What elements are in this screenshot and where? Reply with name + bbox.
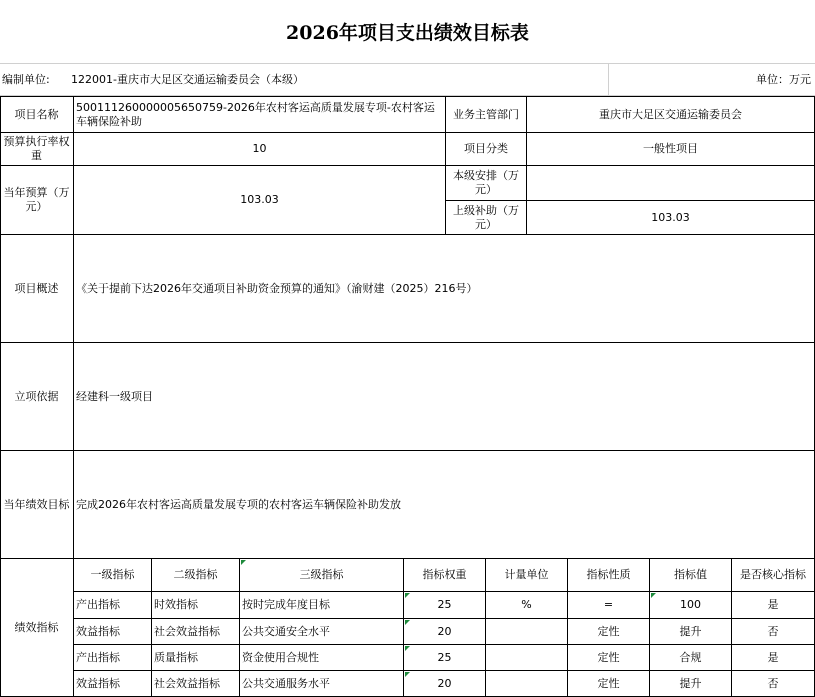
overview-value: 《关于提前下达2026年交通项目补助资金预算的通知》（渝财建（2025）216号） xyxy=(74,235,815,343)
project-name-value: 500111260000005650759-2026年农村客运高质量发展专项-农村客运车辆保险补助 xyxy=(74,97,446,133)
table-cell: 100 xyxy=(650,592,732,619)
table-cell: 定性 xyxy=(568,645,650,671)
table-cell: 提升 xyxy=(650,619,732,645)
table-cell xyxy=(486,645,568,671)
table-cell: 否 xyxy=(732,619,815,645)
project-name-label: 项目名称 xyxy=(0,97,74,133)
table-cell: 20 xyxy=(404,671,486,697)
unit-label: 编制单位: xyxy=(0,64,69,96)
table-cell: 是 xyxy=(732,645,815,671)
ind-header-core: 是否核心指标 xyxy=(732,559,815,592)
goal-value: 完成2026年农村客运高质量发展专项的农村客运车辆保险补助发放 xyxy=(74,451,815,559)
overview-label: 项目概述 xyxy=(0,235,74,343)
ind-header-weight: 指标权重 xyxy=(404,559,486,592)
upper-label: 上级补助（万元） xyxy=(446,201,527,235)
category-value: 一般性项目 xyxy=(527,133,815,166)
table-cell: % xyxy=(486,592,568,619)
table-cell: 效益指标 xyxy=(74,671,152,697)
ind-header-unit: 计量单位 xyxy=(486,559,568,592)
indicators-label: 绩效指标 xyxy=(0,559,74,697)
table-cell: 公共交通服务水平 xyxy=(240,671,404,697)
exec-rate-value: 10 xyxy=(74,133,446,166)
table-cell: 合规 xyxy=(650,645,732,671)
money-unit: 单位：万元 xyxy=(609,64,815,96)
table-cell: 提升 xyxy=(650,671,732,697)
local-label: 本级安排（万元） xyxy=(446,166,527,201)
table-cell: 质量指标 xyxy=(152,645,240,671)
table-cell: = xyxy=(568,592,650,619)
ind-header-level2: 二级指标 xyxy=(152,559,240,592)
table-cell: 定性 xyxy=(568,671,650,697)
table-cell: 公共交通安全水平 xyxy=(240,619,404,645)
table-cell xyxy=(486,619,568,645)
dept-value: 重庆市大足区交通运输委员会 xyxy=(527,97,815,133)
page-title: 2026年项目支出绩效目标表 xyxy=(0,0,815,64)
table-cell: 25 xyxy=(404,645,486,671)
table-cell: 否 xyxy=(732,671,815,697)
table-cell: 20 xyxy=(404,619,486,645)
ind-header-nature: 指标性质 xyxy=(568,559,650,592)
basis-label: 立项依据 xyxy=(0,343,74,451)
table-cell: 定性 xyxy=(568,619,650,645)
table-cell: 产出指标 xyxy=(74,592,152,619)
table-cell: 社会效益指标 xyxy=(152,671,240,697)
table-cell: 是 xyxy=(732,592,815,619)
upper-value: 103.03 xyxy=(527,201,815,235)
basis-value: 经建科一级项目 xyxy=(74,343,815,451)
budget-label: 当年预算（万元） xyxy=(0,166,74,235)
table-cell xyxy=(486,671,568,697)
exec-rate-label: 预算执行率权重 xyxy=(0,133,74,166)
table-cell: 按时完成年度目标 xyxy=(240,592,404,619)
ind-header-value: 指标值 xyxy=(650,559,732,592)
ind-header-level1: 一级指标 xyxy=(74,559,152,592)
ind-header-level3: 三级指标 xyxy=(240,559,404,592)
category-label: 项目分类 xyxy=(446,133,527,166)
unit-value: 122001-重庆市大足区交通运输委员会（本级） xyxy=(69,64,609,96)
table-cell: 25 xyxy=(404,592,486,619)
goal-label: 当年绩效目标 xyxy=(0,451,74,559)
budget-value: 103.03 xyxy=(74,166,446,235)
local-value xyxy=(527,166,815,201)
table-cell: 时效指标 xyxy=(152,592,240,619)
table-cell: 效益指标 xyxy=(74,619,152,645)
table-cell: 社会效益指标 xyxy=(152,619,240,645)
dept-label: 业务主管部门 xyxy=(446,97,527,133)
table-cell: 产出指标 xyxy=(74,645,152,671)
table-cell: 资金使用合规性 xyxy=(240,645,404,671)
